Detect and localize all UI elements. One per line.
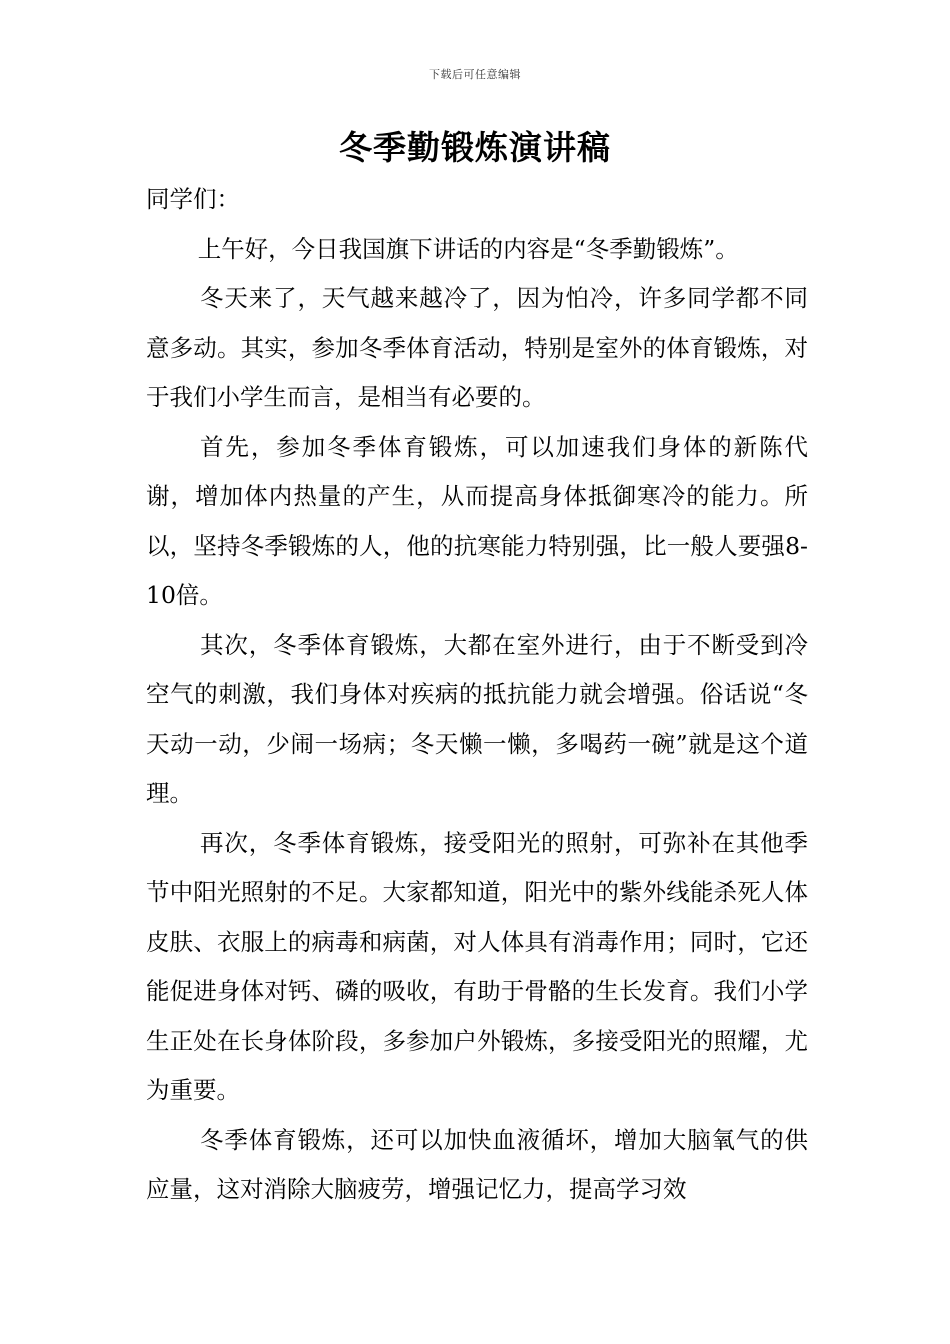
paragraph-intro: 冬天来了，天气越来越冷了，因为怕冷，许多同学都不同意多动。其实，参加冬季体育活动，特别是室外的体育锻炼，对于我们小学生而言，是相当有必要的。 xyxy=(146,284,808,411)
paragraph-greeting: 上午好，今日我国旗下讲话的内容是“冬季勤锻炼”。 xyxy=(197,234,739,263)
header-note: 下载后可任意编辑 xyxy=(429,68,521,81)
paragraph-second-point: 其次，冬季体育锻炼，大都在室外进行，由于不断受到冷空气的刺激，我们身体对疾病的抵抗能力就会增强。俗话说“冬天动一动，少闹一场病；冬天懒一懒，多喝药一碗”就是这个道理。 xyxy=(146,630,808,807)
salutation: 同学们： xyxy=(146,185,240,213)
paragraph-first-point: 首先，参加冬季体育锻炼，可以加速我们身体的新陈代谢，增加体内热量的产生，从而提高身体抵御寒冷的能力。所以，坚持冬季锻炼的人，他的抗寒能力特别强，比一般人要强8-10倍。 xyxy=(146,432,808,609)
document-title: 冬季勤锻炼演讲稿 xyxy=(339,128,611,167)
paragraph-fourth-point: 冬季体育锻炼，还可以加快血液循坏，增加大脑氧气的供应量，这对消除大脑疲劳，增强记忆力，提高学习效 xyxy=(146,1125,808,1203)
document-body xyxy=(146,175,808,1215)
paragraph-third-point: 再次，冬季体育锻炼，接受阳光的照射，可弥补在其他季节中阳光照射的不足。大家都知道，阳光中的紫外线能杀死人体皮肤、衣服上的病毒和病菌，对人体具有消毒作用；同时，它还能促进身体对钙、磷的吸收，有助于骨骼的生长发育。我们小学生正处在长身体阶段，多参加户外锻炼，多接受阳光的照耀，尤为重要。 xyxy=(146,828,808,1104)
